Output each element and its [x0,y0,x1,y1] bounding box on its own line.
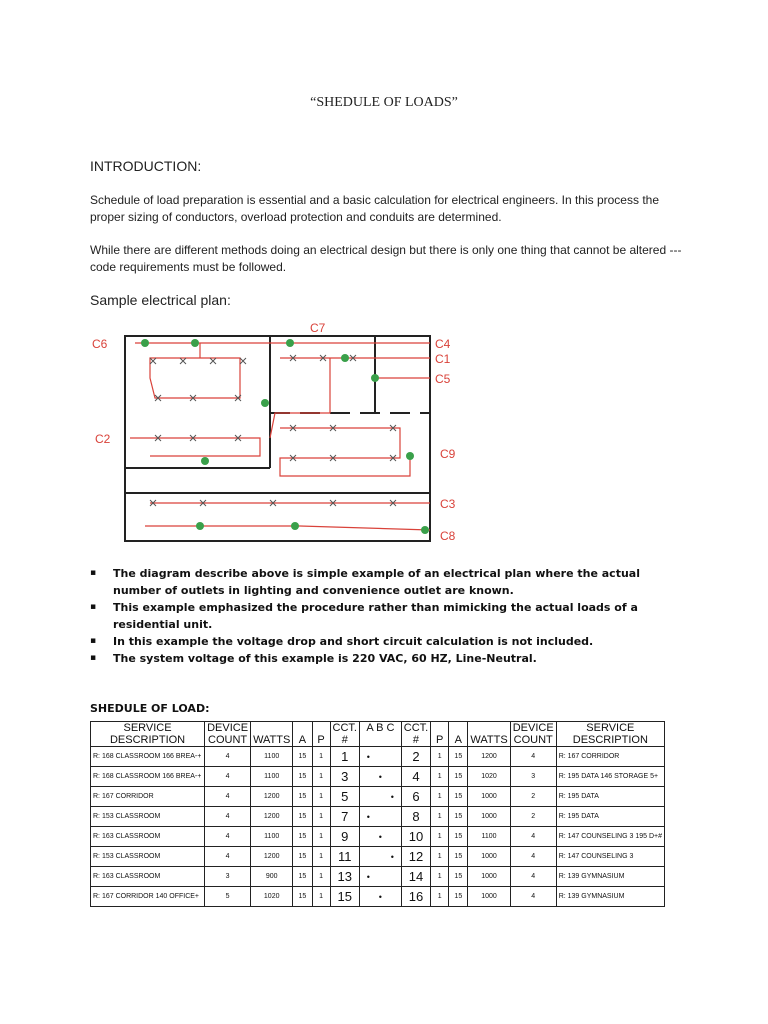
phase-marker: • [366,751,370,762]
cell-r-desc: R: 195 DATA 146 STORAGE 5+ [556,767,664,787]
phase-marker: • [390,791,394,802]
cell-l-watts: 900 [251,867,293,887]
phase-cell [360,827,402,847]
plan-label-c5: C5 [435,372,451,386]
cell-r-p: 1 [431,787,449,807]
cell-r-a: 15 [449,827,468,847]
cell-r-cct: 8 [401,807,430,827]
cell-r-count: 4 [510,847,556,867]
electrical-plan-sketch [90,318,480,553]
cell-r-p: 1 [431,867,449,887]
plan-label-c8: C8 [440,529,456,543]
cell-r-desc: R: 139 GYMNASIUM [556,867,664,887]
cell-r-p: 1 [431,887,449,907]
table-header-row: SERVICE DESCRIPTION DEVICE COUNT WATTS A P CCT. # A B C CCT. # P A WATTS DEVICE COUNT SERVICE DESCRIPTION [91,722,665,747]
cell-l-p: 1 [312,787,330,807]
cell-r-watts: 1000 [468,787,510,807]
phase-cell [360,787,402,807]
cell-l-cct: 3 [330,767,359,787]
phase-marker: • [366,871,370,882]
plan-note: ▪ This example emphasized the procedure rather than mimicking the actual loads of a residential unit. [90,601,638,631]
cell-l-desc: R: 153 CLASSROOM [91,847,205,867]
cell-r-watts: 1200 [468,747,510,767]
cell-l-watts: 1100 [251,827,293,847]
table-row [91,787,665,807]
cell-r-count: 4 [510,867,556,887]
introduction-paragraph-2: While there are different methods doing an electrical design but there is only one thing that cannot be altered --- code requirements must be followed. [90,243,682,274]
table-row [91,867,665,887]
cell-r-cct: 6 [401,787,430,807]
cell-l-desc: R: 163 CLASSROOM [91,867,205,887]
cell-l-p: 1 [312,887,330,907]
plan-label-c3: C3 [440,497,456,511]
phase-marker: • [378,771,382,782]
cell-l-count: 3 [205,867,251,887]
cell-r-cct: 2 [401,747,430,767]
cell-l-count: 4 [205,847,251,867]
plan-label-c7: C7 [310,321,326,335]
cell-l-watts: 1020 [251,887,293,907]
bullet-marker: ▪ [90,602,97,612]
plan-note: ▪ The system voltage of this example is 220 VAC, 60 HZ, Line-Neutral. [90,652,537,665]
plan-label-c1: C1 [435,352,451,366]
cell-l-watts: 1100 [251,767,293,787]
cell-r-a: 15 [449,807,468,827]
cell-l-a: 15 [293,767,312,787]
introduction-heading: INTRODUCTION: [90,158,202,174]
phase-cell [360,807,402,827]
cell-r-a: 15 [449,847,468,867]
cell-r-watts: 1000 [468,807,510,827]
schedule-of-loads-table [90,721,665,907]
cell-r-watts: 1000 [468,847,510,867]
bullet-marker: ▪ [90,636,97,646]
cell-r-count: 3 [510,767,556,787]
phase-cell [360,767,402,787]
schedule-heading: SHEDULE OF LOAD: [90,702,210,715]
cell-r-p: 1 [431,767,449,787]
table-row [91,887,665,907]
cell-r-desc: R: 195 DATA [556,807,664,827]
phase-cell [360,847,402,867]
cell-l-a: 15 [293,827,312,847]
phase-marker: • [378,831,382,842]
cell-r-cct: 16 [401,887,430,907]
cell-r-a: 15 [449,767,468,787]
plan-label-c2: C2 [95,432,111,446]
cell-l-desc: R: 168 CLASSROOM 166 BREA-+ [91,747,205,767]
cell-l-watts: 1200 [251,847,293,867]
plan-note: ▪ The diagram describe above is simple example of an electrical plan where the actual number of outlets in lighting and convenience outlet are known. [90,567,640,597]
cell-r-desc: R: 167 CORRIDOR [556,747,664,767]
phase-cell [360,887,402,907]
cell-l-count: 4 [205,827,251,847]
table-row [91,747,665,767]
cell-r-p: 1 [431,827,449,847]
cell-r-p: 1 [431,807,449,827]
cell-r-count: 2 [510,807,556,827]
plan-note: ▪ In this example the voltage drop and short circuit calculation is not included. [90,635,594,648]
cell-l-watts: 1200 [251,787,293,807]
cell-l-desc: R: 167 CORRIDOR 140 OFFICE+ [91,887,205,907]
plan-outlets [141,339,429,534]
cell-l-count: 4 [205,807,251,827]
cell-l-count: 4 [205,747,251,767]
cell-l-a: 15 [293,887,312,907]
cell-l-watts: 1100 [251,747,293,767]
cell-l-cct: 15 [330,887,359,907]
cell-l-p: 1 [312,867,330,887]
cell-r-count: 4 [510,747,556,767]
plan-label-c4: C4 [435,337,451,351]
cell-l-p: 1 [312,807,330,827]
cell-l-a: 15 [293,807,312,827]
cell-r-desc: R: 147 COUNSELING 3 [556,847,664,867]
cell-l-desc: R: 153 CLASSROOM [91,807,205,827]
cell-l-count: 5 [205,887,251,907]
document-title: “SHEDULE OF LOADS” [310,95,458,110]
table-row [91,827,665,847]
cell-l-cct: 1 [330,747,359,767]
plan-notes-list [90,565,690,667]
phase-cell [360,867,402,887]
cell-r-cct: 4 [401,767,430,787]
cell-r-count: 4 [510,887,556,907]
cell-r-watts: 1000 [468,887,510,907]
cell-r-desc: R: 139 GYMNASIUM [556,887,664,907]
introduction-paragraph-1: Schedule of load preparation is essential and a basic calculation for electrical engineers. In this process the proper sizing of conductors, overload protection and conduits are determined. [90,193,659,224]
cell-l-a: 15 [293,867,312,887]
cell-l-desc: R: 163 CLASSROOM [91,827,205,847]
cell-l-a: 15 [293,847,312,867]
cell-r-a: 15 [449,787,468,807]
phase-marker: • [366,811,370,822]
plan-label-c6: C6 [92,337,108,351]
cell-l-p: 1 [312,827,330,847]
phase-cell [360,747,402,767]
cell-r-cct: 10 [401,827,430,847]
bullet-marker: ▪ [90,653,97,663]
cell-l-desc: R: 167 CORRIDOR [91,787,205,807]
phase-marker: • [390,851,394,862]
table-row [91,847,665,867]
cell-r-desc: R: 147 COUNSELING 3 195 D+# [556,827,664,847]
cell-r-a: 15 [449,867,468,887]
cell-r-watts: 1100 [468,827,510,847]
cell-r-cct: 14 [401,867,430,887]
cell-l-p: 1 [312,847,330,867]
cell-r-watts: 1000 [468,867,510,887]
cell-l-count: 4 [205,787,251,807]
table-row [91,807,665,827]
cell-r-count: 2 [510,787,556,807]
cell-r-p: 1 [431,847,449,867]
cell-r-a: 15 [449,747,468,767]
bullet-marker: ▪ [90,568,97,578]
cell-l-a: 15 [293,747,312,767]
plan-label-c9: C9 [440,447,456,461]
cell-l-cct: 11 [330,847,359,867]
cell-l-p: 1 [312,767,330,787]
cell-l-cct: 7 [330,807,359,827]
cell-r-cct: 12 [401,847,430,867]
cell-l-desc: R: 168 CLASSROOM 166 BREA-+ [91,767,205,787]
cell-r-watts: 1020 [468,767,510,787]
table-row [91,767,665,787]
cell-l-cct: 13 [330,867,359,887]
cell-l-a: 15 [293,787,312,807]
cell-r-a: 15 [449,887,468,907]
plan-light-fixtures [150,355,396,506]
phase-marker: • [378,891,382,902]
cell-l-watts: 1200 [251,807,293,827]
cell-l-cct: 9 [330,827,359,847]
plan-wiring [130,343,430,530]
cell-l-count: 4 [205,767,251,787]
sample-plan-heading: Sample electrical plan: [90,292,231,308]
cell-r-count: 4 [510,827,556,847]
cell-l-cct: 5 [330,787,359,807]
cell-r-p: 1 [431,747,449,767]
cell-l-p: 1 [312,747,330,767]
cell-r-desc: R: 195 DATA [556,787,664,807]
